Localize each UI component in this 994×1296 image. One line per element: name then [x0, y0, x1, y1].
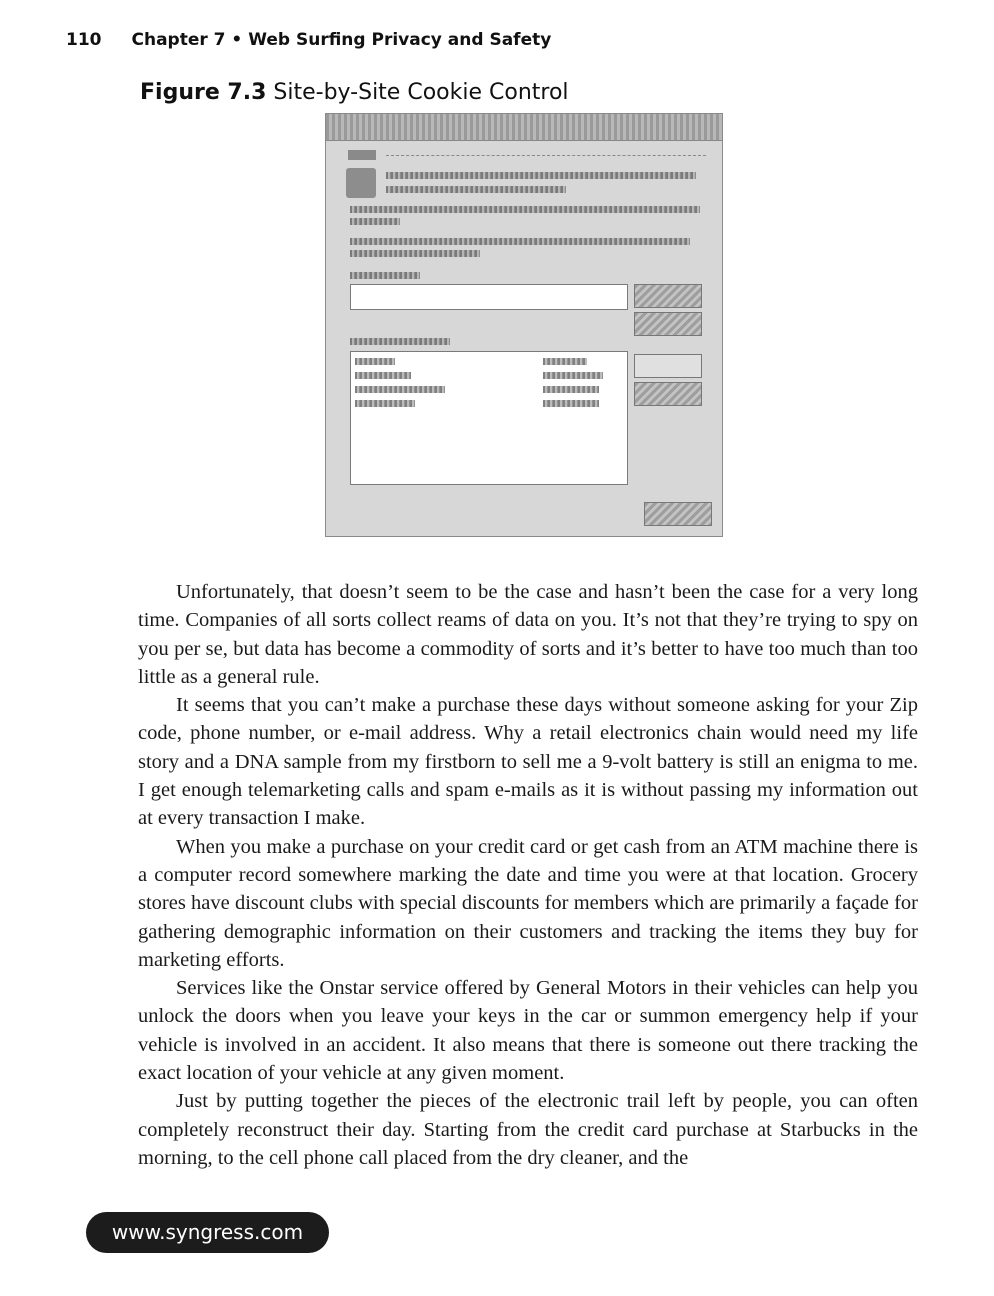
blurred-text-line: [350, 206, 700, 213]
footer-url-badge: www.syngress.com: [86, 1212, 329, 1253]
website-address-input: [350, 284, 628, 310]
paragraph: It seems that you can’t make a purchase these days without someone asking for your Zip code, phone number, or e-mail address. Why a retail electronics chain would need my life story and a DNA sample from my firstborn to sell me a 9-volt battery is still an enigma to me. I get enough telemarketing calls and spam e-mails as it is without passing my information out at every transaction I make.: [138, 694, 918, 830]
blurred-text-line: [350, 250, 480, 257]
chapter-title: Chapter 7 • Web Surfing Privacy and Safety: [131, 30, 552, 50]
blurred-text-line: [355, 400, 415, 407]
dialog-tab: [348, 150, 376, 160]
cookie-control-screenshot: [325, 113, 723, 537]
paragraph: Unfortunately, that doesn’t seem to be the case and hasn’t been the case for a very long time. Companies of all sorts collect reams of data on you. It’s not that they’re trying to spy on you per se, but data has become a commodity of sorts and it’s better to have too much than too little as a general rule.: [138, 581, 918, 688]
blurred-text-line: [543, 400, 599, 407]
remove-all-button: [634, 382, 702, 406]
blurred-text-line: [355, 372, 411, 379]
blurred-text-line: [543, 386, 599, 393]
blurred-text-line: [543, 358, 587, 365]
paragraph: When you make a purchase on your credit card or get cash from an ATM machine there is a computer record somewhere marking the date and time you were at that location. Grocery stores have discount clubs with special discounts for members which are primarily a façade for gathering demographic information on their customers and tracking the items they buy for marketing efforts.: [138, 835, 918, 971]
allow-button: [634, 312, 702, 336]
remove-button: [634, 354, 702, 378]
tab-divider: [386, 155, 706, 157]
blurred-text-line: [386, 186, 566, 193]
page-number: 110: [66, 30, 102, 50]
blurred-text-line: [355, 358, 395, 365]
blurred-text-line: [350, 238, 690, 245]
paragraph: Just by putting together the pieces of the electronic trail left by people, you can often completely reconstruct their day. Starting from the credit card purchase at Starbucks in the morning, to the cell phone call placed from the dry cleaner, and the: [138, 1090, 918, 1169]
paragraph: Services like the Onstar service offered by General Motors in their vehicles can help you unlock the doors when you leave your keys in the car or summon emergency help if your vehicle is involved in an accident. It also means that there is someone out there tracking the exact location of your vehicle at any given moment.: [138, 977, 918, 1085]
blurred-text-line: [386, 172, 696, 179]
running-header: [66, 30, 551, 50]
figure-caption: [140, 80, 569, 105]
blurred-text-line: [350, 272, 420, 279]
blurred-text-line: [543, 372, 603, 379]
privacy-icon: [346, 168, 376, 198]
figure-title: Site-by-Site Cookie Control: [273, 80, 569, 105]
blurred-text-line: [350, 218, 400, 225]
blurred-text-line: [350, 338, 450, 345]
figure-label: Figure 7.3: [140, 80, 267, 105]
block-button: [634, 284, 702, 308]
dialog-titlebar: [326, 114, 722, 141]
blurred-text-line: [355, 386, 445, 393]
ok-button: [644, 502, 712, 526]
managed-websites-list: [350, 351, 628, 485]
body-text: [138, 578, 918, 1172]
